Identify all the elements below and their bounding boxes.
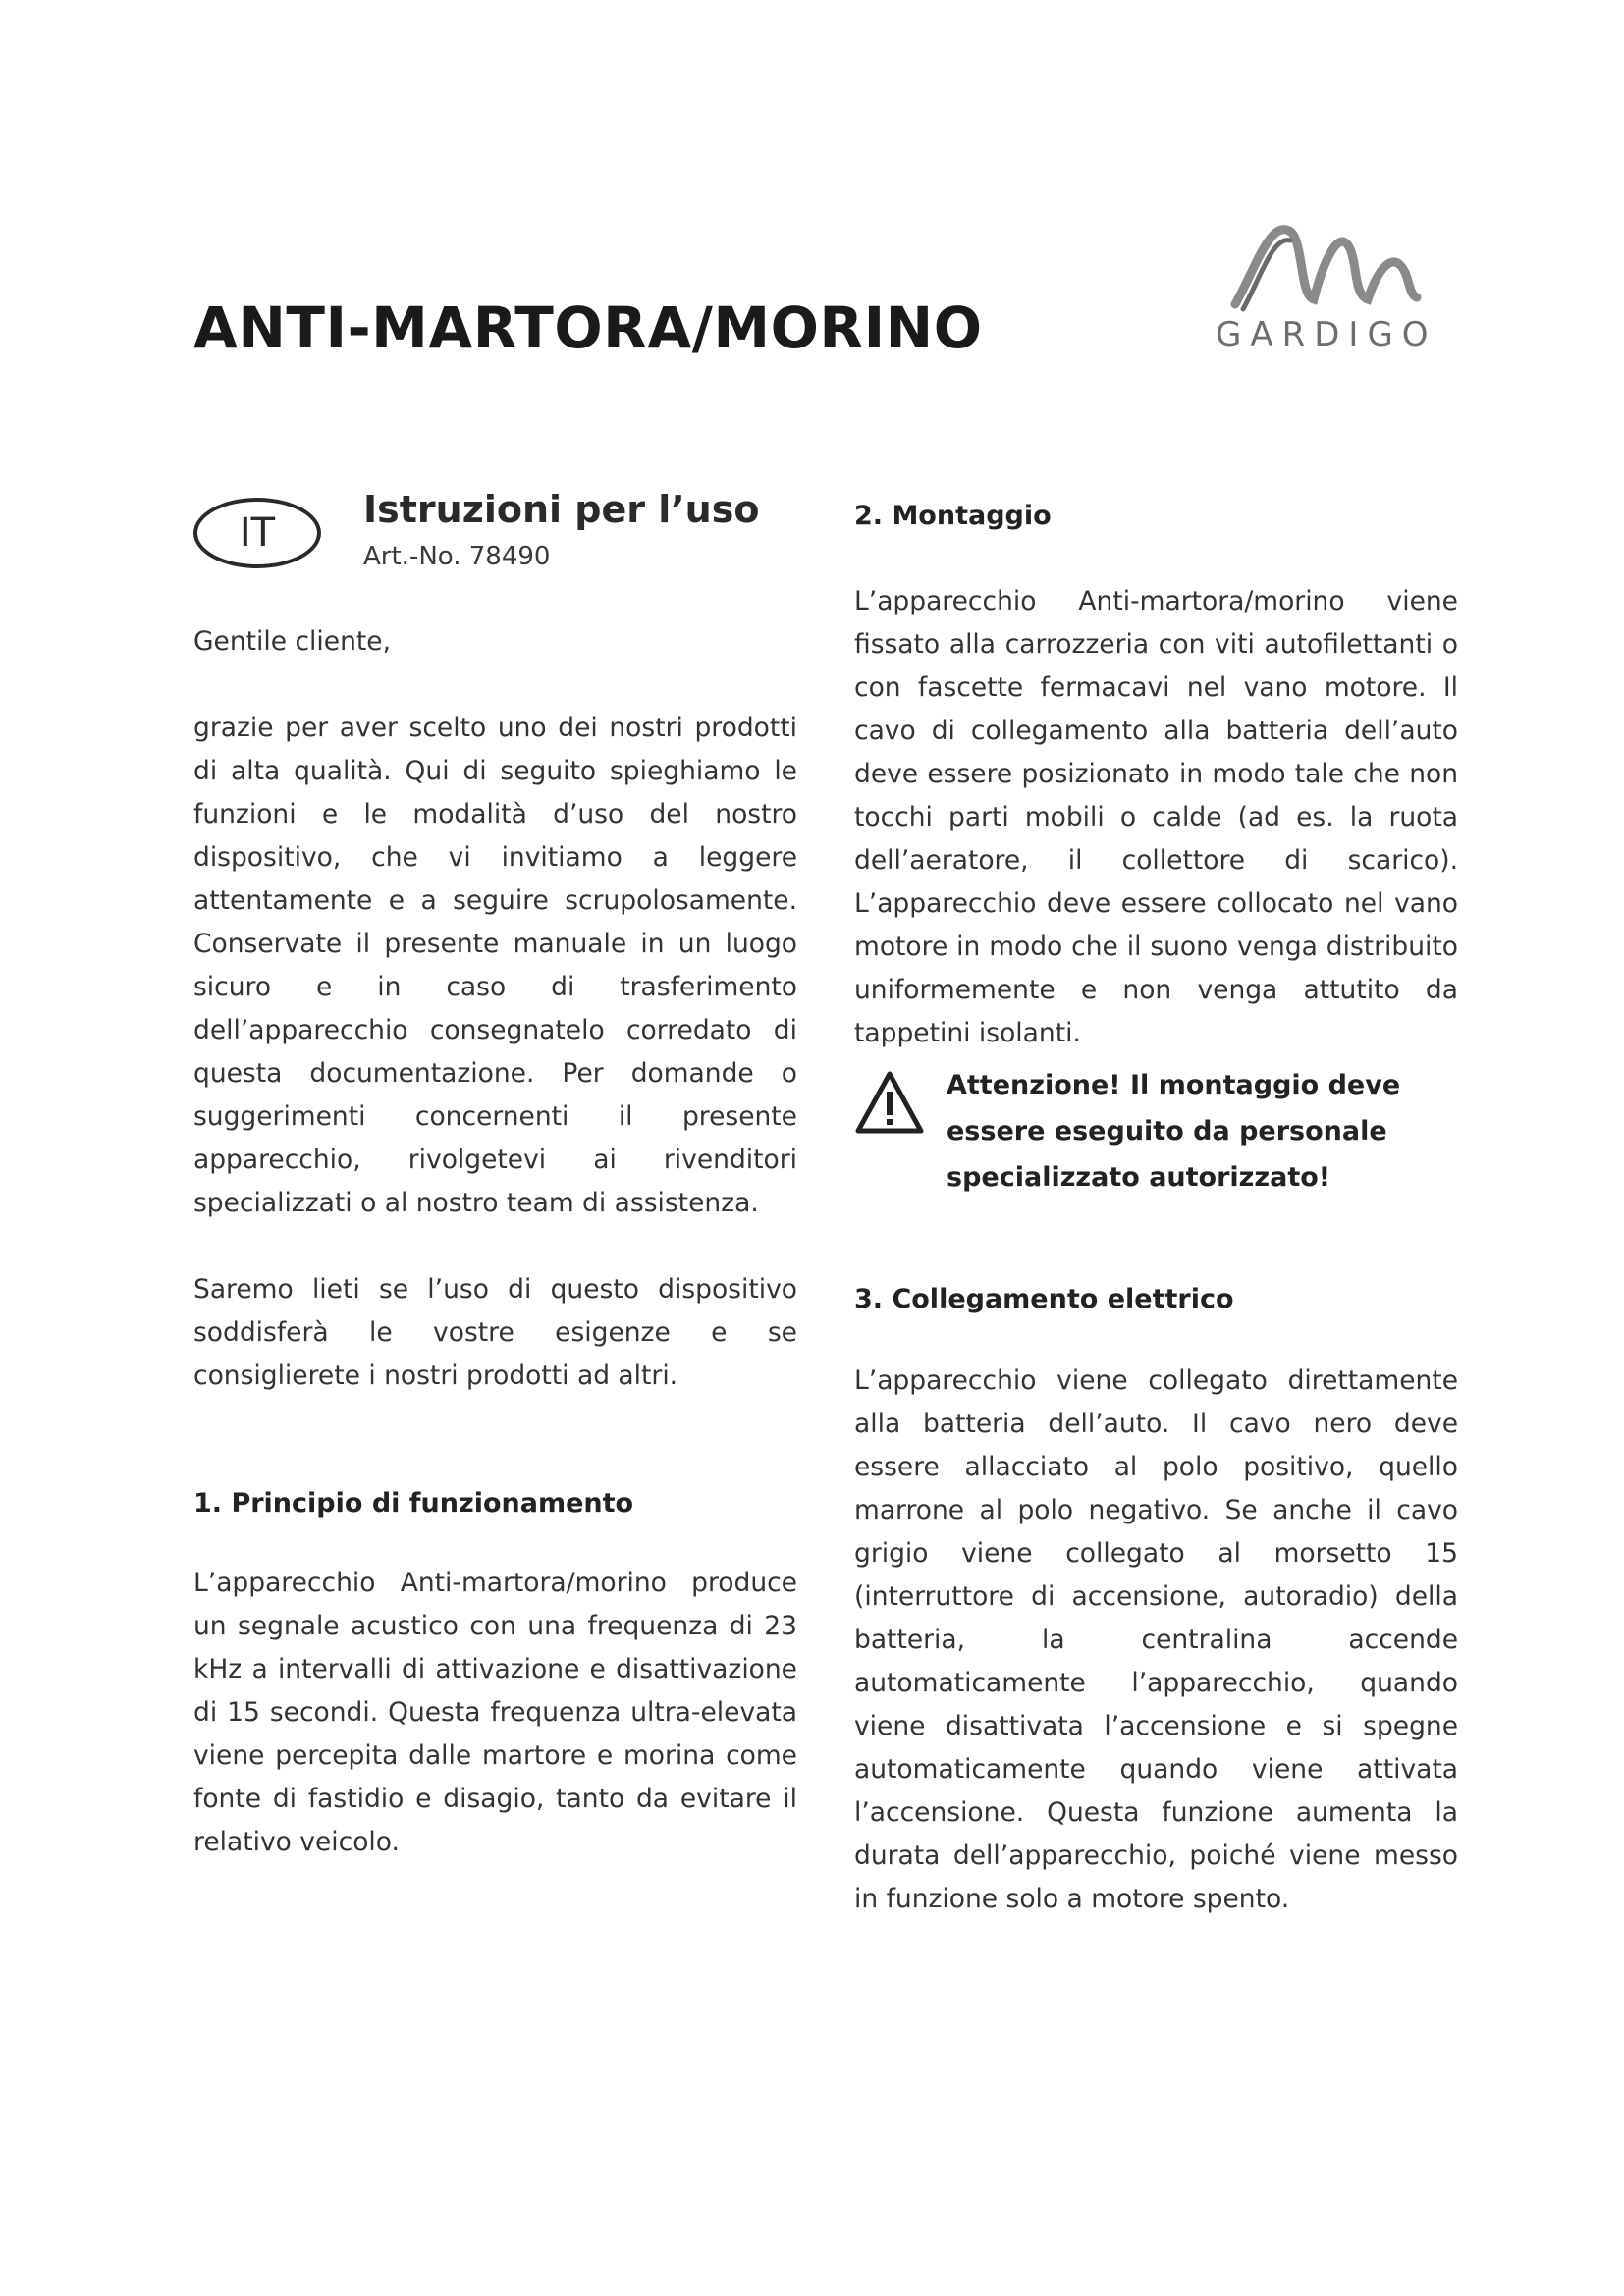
right-column-lower <box>854 1284 1458 1921</box>
closing-paragraph: Saremo lieti se l’uso di questo dispositivo soddisferà le vostre esigenze e se consiglierete i nostri prodotti ad altri. <box>193 1274 797 1391</box>
left-column <box>193 620 797 1864</box>
section-2-heading: 2. Montaggio <box>854 501 1052 531</box>
greeting: Gentile cliente, <box>193 626 391 657</box>
warning-triangle-icon <box>854 1070 925 1135</box>
document-title: ANTI-MARTORA/MORINO <box>193 294 983 361</box>
article-number: Art.-No. 78490 <box>363 542 551 571</box>
brand-name: GARDIGO <box>1216 315 1437 354</box>
right-column <box>854 501 1458 1055</box>
mounting-warning: Attenzione! Il montaggio deve essere eseguito da personale specializzato autorizzato! <box>947 1070 1401 1193</box>
instructions-title: Istruzioni per l’uso <box>363 488 760 531</box>
section-3-heading: 3. Collegamento elettrico <box>854 1284 1234 1314</box>
gardigo-logo <box>1216 211 1451 358</box>
section-2-body: L’apparecchio Anti-martora/morino viene fissato alla carrozzeria con viti autofilettanti o con fascette fermacavi nel vano motore. Il cavo di collegamento alla batteria dell’auto deve essere posizionato in modo tale che non tocchi parti mobili o calde (ad es. la ruota dell’aeratore, il collettore di scarico). L’apparecchio deve essere collocato nel vano motore in modo che il suono venga distribuito uniformemente e non venga attutito da tappetini isolanti. <box>854 586 1458 1048</box>
section-3-body: L’apparecchio viene collegato direttamente alla batteria dell’auto. Il cavo nero deve essere allacciato al polo positivo, quello marrone al polo negativo. Se anche il cavo grigio viene collegato al morsetto 15 (interruttore di accensione, autoradio) della batteria, la centralina accende automaticamente l’apparecchio, quando viene disattivata l’accensione e si spegne automaticamente quando viene attivata l’accensione. Questa funzione aumenta la durata dell’apparecchio, poiché viene messo in funzione solo a motore spento. <box>854 1365 1458 1914</box>
section-1-body: L’apparecchio Anti-martora/morino produce un segnale acustico con una frequenza di 23 kHz a intervalli di attivazione e disattivazione di 15 secondi. Questa frequenza ultra-elevata viene percepita dalle martore e morina come fonte di fastidio e disagio, tanto da evitare il relativo veicolo. <box>193 1568 797 1857</box>
gardigo-wave-icon <box>1216 211 1451 319</box>
language-badge: IT <box>193 498 321 568</box>
intro-paragraph: grazie per aver scelto uno dei nostri prodotti di alta qualità. Qui di seguito spieghiamo le funzioni e le modalità d’uso del nostro dispositivo, che vi invitiamo a leggere attentamente e a seguire scrupolosamente. Conservate il presente manuale in un luogo sicuro e in caso di trasferimento dell’apparecchio consegnatelo corredato di questa documentazione. Per domande o suggerimenti concernenti il presente apparecchio, rivolgetevi ai rivenditori specializzati o al nostro team di assistenza. <box>193 713 797 1218</box>
section-1-heading: 1. Principio di funzionamento <box>193 1488 634 1519</box>
